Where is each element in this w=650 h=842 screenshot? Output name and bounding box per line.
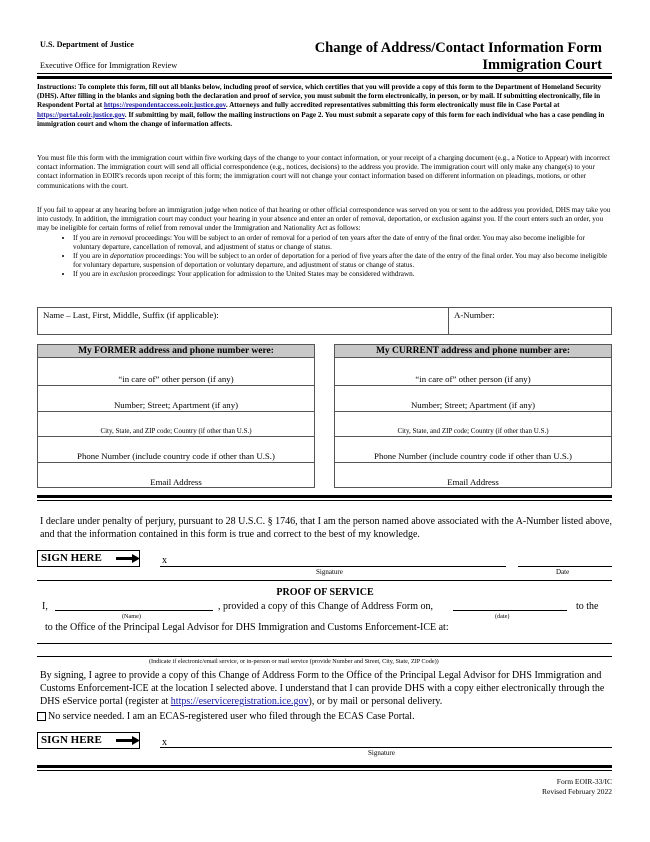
- proof-signature-caption: Signature: [368, 749, 395, 757]
- former-address-header: My FORMER address and phone number were:: [38, 345, 314, 358]
- declaration-bottom-rule: [37, 580, 612, 581]
- current-address-header: My CURRENT address and phone number are:: [335, 345, 611, 358]
- a-number-field[interactable]: A-Number:: [454, 310, 495, 320]
- declaration-x-mark: x: [162, 555, 167, 566]
- service-location-line-2[interactable]: [37, 656, 612, 657]
- footer-divider-thick: [37, 765, 612, 768]
- proof-to-the-text: to the: [576, 601, 599, 612]
- divider: [448, 308, 449, 334]
- arrow-right-icon: [116, 736, 140, 745]
- no-service-label: No service needed. I am an ECAS-registered user who filed through the ECAS Case Portal.: [48, 711, 415, 722]
- header-divider-thin: [37, 73, 612, 74]
- declaration-signature-line[interactable]: [160, 566, 506, 567]
- form-title: Change of Address/Contact Information Form Immigration Court: [314, 40, 602, 73]
- sign-here-tag-2: SIGN HERE: [37, 732, 140, 749]
- failure-to-appear-paragraph: If you fail to appear at any hearing before an immigration judge when notice of that hearing or other official correspondence was served on you or sent to the address you provided, DHS may take you into custody. In addition, the immigration court may conduct your hearing in your absence and enter an order of removal, deportation, or exclusion against you. If the court enters such an order, you may be ineligible for certain forms of relief from removal under the Immigration and Nationality Act as follows: • If you are in removal proceedings: You will be subject to an order of removal for a period of ten years after the date of entry of the final order. You may also become ineligible for voluntary departure, cancellation of removal, and adjustment of status or change of status. • If you are in deportation proceedings: You will be subject to an order of deportation for a period of five years after the date of the entry of the final order. You may also become ineligible for voluntary departure, suspension of deportation or voluntary departure, and adjustment of status or change of status. • If you are in exclusion proceedings: Your application for admission to the United States may be considered withdrawn.: [37, 206, 612, 280]
- section-divider-thin: [37, 500, 612, 501]
- office-name: Executive Office for Immigration Review: [40, 61, 178, 70]
- declaration-date-line[interactable]: [518, 566, 612, 567]
- service-location-line[interactable]: [37, 643, 612, 644]
- name-field[interactable]: Name – Last, First, Middle, Suffix (if applicable):: [43, 310, 219, 320]
- current-phone-field[interactable]: Phone Number (include country code if other than U.S.): [335, 437, 611, 463]
- former-city-field[interactable]: City, State, and ZIP code; Country (if other than U.S.): [38, 412, 314, 437]
- ice-office-text: to the Office of the Principal Legal Advisor for DHS Immigration and Customs Enforcement-ICE at:: [45, 622, 449, 633]
- date-caption-small: (date): [495, 613, 510, 620]
- consequences-list: [37, 234, 612, 280]
- case-portal-link[interactable]: https://portal.eoir.justice.gov: [37, 110, 125, 119]
- former-phone-field[interactable]: Phone Number (include country code if other than U.S.): [38, 437, 314, 463]
- form-number: Form EOIR-33/IC: [556, 777, 612, 786]
- sign-here-tag: SIGN HERE: [37, 550, 140, 567]
- proof-of-service-title: PROOF OF SERVICE: [276, 587, 374, 598]
- proof-i-label: I,: [42, 601, 48, 612]
- arrow-right-icon: [116, 554, 140, 563]
- former-address-block: [37, 344, 315, 488]
- date-caption: Date: [556, 568, 570, 576]
- current-care-of-field[interactable]: “in care of” other person (if any): [335, 358, 611, 386]
- proof-date-line[interactable]: [453, 610, 567, 611]
- current-street-field[interactable]: Number; Street; Apartment (if any): [335, 386, 611, 412]
- proof-name-line[interactable]: [55, 610, 213, 611]
- list-item: • If you are in removal proceedings: You will be subject to an order of removal for a period of ten years after the date of entry of the final order. You may also become ineligible for voluntary departure, cancellation of removal, and adjustment of status or change of status.: [73, 234, 612, 252]
- proof-agreement-text: By signing, I agree to provide a copy of this Change of Address Form to the Office of the Principal Legal Advisor for DHS Immigration and Customs Enforcement-ICE at the location I selected above. I understand that I can provide DHS with a copy either electronically through the DHS eService portal (register at https://eserviceregistration.ice.gov), or by mail or personal delivery.: [40, 670, 605, 707]
- header-divider-thick: [37, 76, 612, 79]
- instructions-paragraph: Instructions: To complete this form, fill out all blanks below, including proof of service, which certifies that you will provide a copy of this form to the Department of Homeland Security (DHS). After filling in the blanks and signing both the declaration and proof of service, you must submit the form electronically, in person, or by mail. If submitting electronically, file in Respondent Portal at https://respondentaccess.eoir.justice.gov. Attorneys and fully accredited representatives submitting this form electronically must file in Case Portal at https://portal.eoir.justice.gov. If submitting by mail, follow the mailing instructions on Page 2. You must submit a separate copy of this form for each individual who has a case pending in immigration court and whom the change of information affects.: [37, 83, 605, 128]
- indicate-caption: (Indicate if electronic/email service, or in-person or mail service (provide Number and Street, City, State, ZIP Code)): [149, 658, 439, 665]
- current-address-block: [334, 344, 612, 488]
- signature-caption: Signature: [316, 568, 343, 576]
- filing-deadline-paragraph: You must file this form with the immigration court within five working days of the change to your contact information, or your receipt of a charging document (e.g., a Notice to Appear) with incorrect contact information. The immigration court will send all official correspondence (e.g., notices, decisions) to the address you provide. The immigration court will only make any change(s) to your contact information in EOIR's records upon receipt of this form; the immigration court will not change your contact information based on different information on pleadings, motions, or other communications with the court.: [37, 154, 610, 190]
- former-street-field[interactable]: Number; Street; Apartment (if any): [38, 386, 314, 412]
- list-item: • If you are in deportation proceedings: You will be subject to an order of deportation for a period of five years after the date of the entry of the final order. You may also become ineligible for voluntary departure, suspension of deportation or voluntary departure, and adjustment of status or change of status.: [73, 252, 612, 270]
- eservice-registration-link[interactable]: https://eserviceregistration.ice.gov: [170, 696, 309, 707]
- no-service-checkbox[interactable]: [37, 712, 46, 721]
- footer-divider-thin: [37, 770, 612, 771]
- current-email-field[interactable]: Email Address: [447, 477, 499, 487]
- declaration-text: I declare under penalty of perjury, pursuant to 28 U.S.C. § 1746, that I am the person named above associated with the A-Number listed above, and that the information contained in this form is true and correct to the best of my knowledge.: [40, 516, 612, 540]
- former-care-of-field[interactable]: “in care of” other person (if any): [38, 358, 314, 386]
- form-footer: [542, 777, 612, 797]
- revision-date: Revised February 2022: [542, 787, 612, 796]
- respondent-portal-link[interactable]: https://respondentaccess.eoir.justice.gov: [103, 101, 226, 110]
- proof-provided-text: , provided a copy of this Change of Address Form on,: [218, 601, 433, 612]
- proof-signature-line[interactable]: [160, 747, 612, 748]
- proof-x-mark: x: [162, 737, 167, 748]
- section-divider-thick: [37, 495, 612, 498]
- former-email-field[interactable]: Email Address: [150, 477, 202, 487]
- current-city-field[interactable]: City, State, and ZIP code; Country (if other than U.S.): [335, 412, 611, 437]
- name-caption: (Name): [122, 613, 141, 620]
- list-item: • If you are in exclusion proceedings: Your application for admission to the United States may be considered withdrawn.: [73, 270, 612, 279]
- department-name: U.S. Department of Justice: [40, 40, 134, 49]
